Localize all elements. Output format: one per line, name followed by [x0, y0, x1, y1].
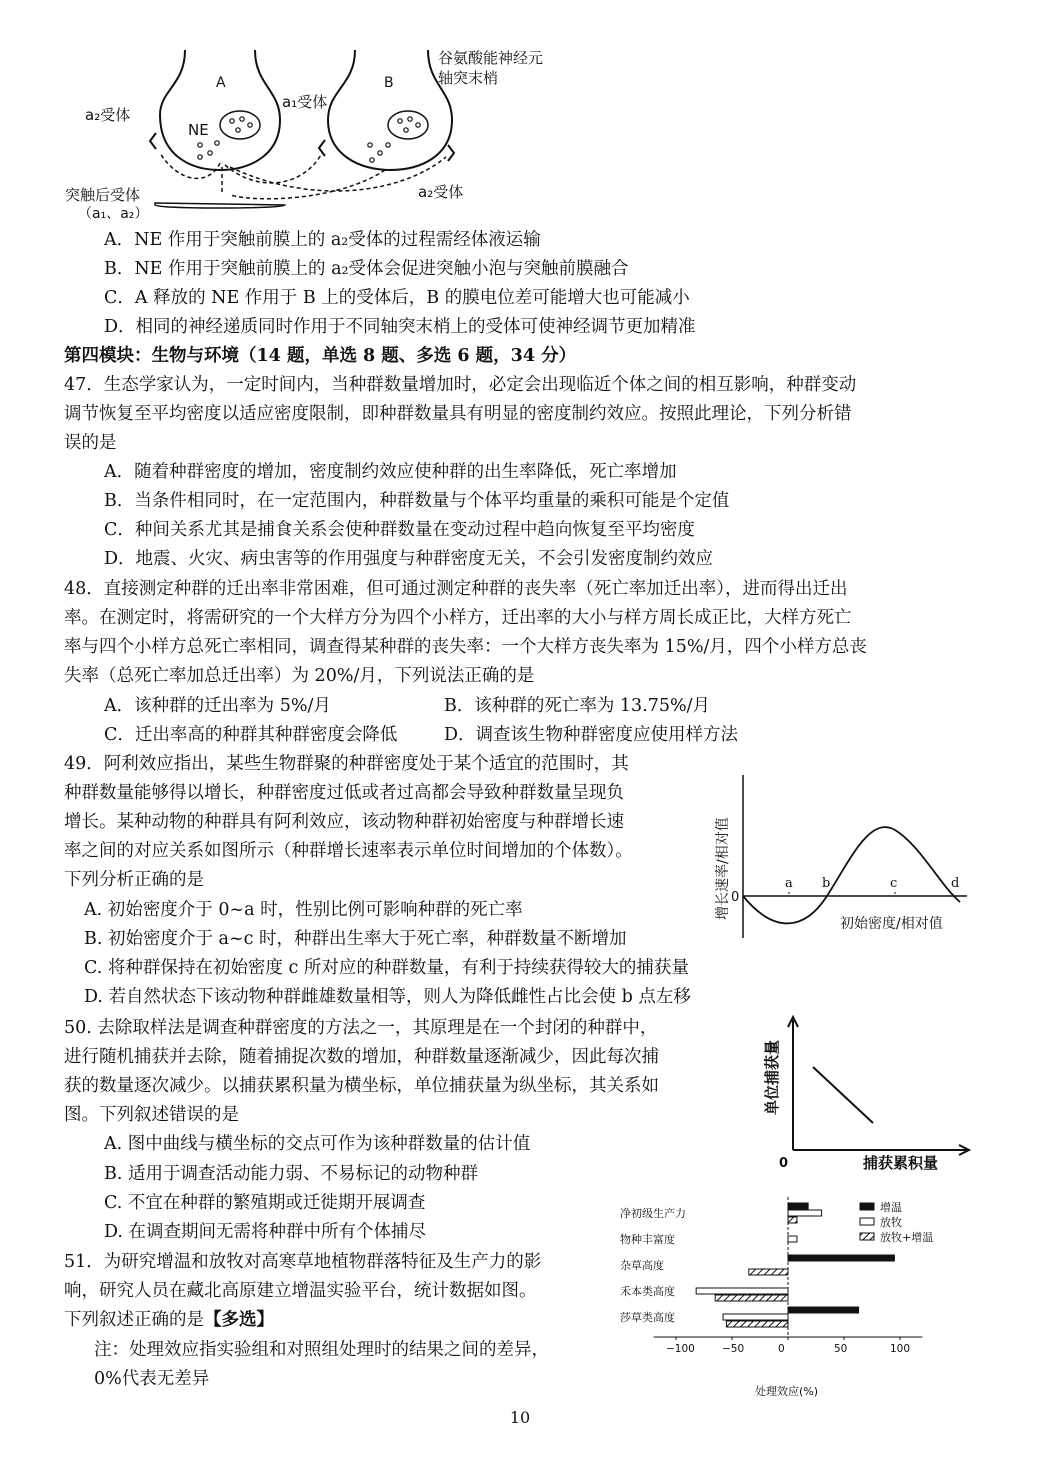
q47-option-d: D．地震、火灾、病虫害等的作用强度与种群密度无关，不会引发密度制约效应	[104, 549, 714, 569]
q50-ylabel: 单位捕获量	[763, 1039, 781, 1115]
q46-option-a: A．NE 作用于突触前膜上的 a₂受体的过程需经体液运输	[104, 230, 541, 250]
bar-open	[696, 1288, 788, 1294]
q49-stem-line: 下列分析正确的是	[64, 870, 204, 890]
bar-solid	[788, 1307, 859, 1313]
x-tick-label: 0	[778, 1343, 785, 1355]
q48-option-c: C．迁出率高的种群其种群密度会降低	[104, 725, 398, 745]
q49-option-b: B. 初始密度介于 a~c 时，种群出生率大于死亡率，种群数量不断增加	[84, 929, 627, 949]
ne-label: NE	[188, 121, 209, 139]
page-number: 10	[509, 1408, 531, 1427]
legend-label: 放牧	[880, 1216, 902, 1229]
q50-stem-line: 进行随机捕获并去除，随着捕捉次数的增加，种群数量逐渐减少，因此每次捕	[64, 1047, 659, 1067]
q46-option-c: C．A 释放的 NE 作用于 B 上的受体后，B 的膜电位差可能增大也可能减小	[104, 288, 690, 308]
q48-stem-line: 率与四个小样方总死亡率相同，调查得某种群的丧失率：一个大样方丧失率为 15%/月，四个小样方总丧	[64, 637, 867, 657]
allee-effect-chart	[705, 770, 975, 945]
q49-point-d: d	[951, 876, 960, 891]
q50-stem-line: 获的数量逐次减少。以捕获累积量为横坐标，单位捕获量为纵坐标，其关系如	[64, 1076, 659, 1096]
q49-stem-line: 率之间的对应关系如图所示（种群增长速率表示单位时间增加的个体数）。	[64, 841, 633, 861]
q50-stem-line: 50. 去除取样法是调查种群密度的方法之一，其原理是在一个封闭的种群中，	[64, 1018, 658, 1038]
category-label: 杂草高度	[620, 1259, 664, 1272]
legend-swatch	[860, 1218, 874, 1225]
q49-stem-line: 增长。某种动物的种群具有阿利效应，该动物种群初始密度与种群增长速	[64, 812, 624, 832]
q47-stem-line: 47．生态学家认为，一定时间内，当种群数量增加时，必定会出现临近个体之间的相互影响，种群变动	[64, 375, 857, 395]
bar-solid	[788, 1203, 808, 1209]
bar-open	[723, 1314, 788, 1320]
q51-note-line: 注：处理效应指实验组和对照组处理时的结果之间的差异，	[94, 1340, 549, 1360]
bar-hatched	[749, 1269, 788, 1275]
bar-open	[788, 1236, 797, 1242]
category-label: 物种丰富度	[620, 1233, 675, 1246]
a2-receptor-left-label: a₂受体	[85, 106, 131, 124]
legend-label: 放牧+增温	[880, 1231, 934, 1244]
treatment-effect-chart	[610, 1195, 940, 1400]
category-label: 莎草类高度	[620, 1311, 675, 1324]
glutamate-label-2: 轴突末梢	[438, 69, 499, 87]
legend-swatch	[860, 1233, 874, 1240]
q49-point-a: a	[785, 876, 793, 891]
q49-option-c: C. 将种群保持在初始密度 c 所对应的种群数量，有利于持续获得较大的捕获量	[84, 958, 689, 978]
category-label: 净初级生产力	[620, 1207, 686, 1220]
q48-stem-line: 率。在测定时，将需研究的一个大样方分为四个小样方，迁出率的大小与样方周长成正比，大样方死亡	[64, 608, 852, 628]
bar-open	[788, 1210, 822, 1216]
q47-stem-line: 调节恢复至平均密度以适应密度限制，即种群数量具有明显的密度制约效应。按照此理论，下列分析错	[64, 404, 852, 424]
category-label: 禾本类高度	[620, 1285, 675, 1298]
neuron-b-label: B	[384, 75, 394, 91]
q46-option-b: B．NE 作用于突触前膜上的 a₂受体会促进突触小泡与突触前膜融合	[104, 259, 629, 279]
q51-multi-tag: 【多选】	[204, 1310, 274, 1330]
q48-stem-line: 失率（总死亡率加总迁出率）为 20%/月，下列说法正确的是	[64, 666, 535, 686]
q48-option-b: B．该种群的死亡率为 13.75%/月	[444, 696, 711, 716]
q49-stem-line: 种群数量能够得以增长，种群密度过低或者过高都会导致种群数量呈现负	[64, 783, 624, 803]
x-tick-label: 50	[834, 1343, 848, 1355]
a1-receptor-label: a₁受体	[282, 93, 328, 111]
q49-option-a: A. 初始密度介于 0~a 时，性别比例可影响种群的死亡率	[84, 900, 523, 920]
post-receptor-label-1: 突触后受体	[65, 186, 141, 204]
q50-option-b: B. 适用于调查活动能力弱、不易标记的动物种群	[104, 1164, 478, 1184]
x-tick-label: −100	[666, 1343, 695, 1355]
q46-option-d: D．相同的神经递质同时作用于不同轴突末梢上的受体可使神经调节更加精准	[104, 317, 696, 337]
q48-option-d: D．调查该生物种群密度应使用样方法	[444, 725, 739, 745]
a2-receptor-bottom-label: a₂受体	[418, 183, 464, 201]
q50-option-a: A. 图中曲线与横坐标的交点可作为该种群数量的估计值	[104, 1134, 531, 1154]
q47-option-c: C．种间关系尤其是捕食关系会使种群数量在变动过程中趋向恢复至平均密度	[104, 520, 695, 540]
bar-hatched	[788, 1217, 797, 1223]
module-4-title: 第四模块：生物与环境（14 题，单选 8 题、多选 6 题，34 分）	[64, 346, 577, 366]
chart-xlabel: 处理效应(%)	[755, 1385, 819, 1398]
q49-point-b: b	[822, 876, 831, 891]
q50-stem-line: 图。下列叙述错误的是	[64, 1105, 239, 1125]
q51-stem-line: 响，研究人员在藏北高原建立增温实验平台，统计数据如图。	[64, 1281, 537, 1301]
legend-label: 增温	[880, 1201, 902, 1214]
q50-origin: 0	[779, 1156, 789, 1171]
q51-note-line: 0%代表无差异	[94, 1369, 210, 1389]
q49-ylabel: 增长速率/相对值	[715, 817, 731, 920]
q49-stem-line: 49．阿利效应指出，某些生物群聚的种群密度处于某个适宜的范围时，其	[64, 754, 629, 774]
q48-option-a: A．该种群的迁出率为 5%/月	[104, 696, 331, 716]
q51-stem-line: 51．为研究增温和放牧对高寒草地植物群落特征及生产力的影	[64, 1252, 542, 1272]
q49-origin: 0	[731, 890, 740, 905]
synapse-figure	[60, 45, 570, 225]
q47-stem-line: 误的是	[64, 433, 117, 453]
q50-option-c: C. 不宜在种群的繁殖期或迁徙期开展调查	[104, 1193, 426, 1213]
q48-stem-line: 48．直接测定种群的迁出率非常困难，但可通过测定种群的丧失率（死亡率加迁出率），进而得出迁出	[64, 579, 848, 599]
q49-option-d: D. 若自然状态下该动物种群雌雄数量相等，则人为降低雌性占比会使 b 点左移	[84, 987, 691, 1007]
bar-solid	[788, 1255, 894, 1261]
q51-stem-text: 下列叙述正确的是	[64, 1310, 204, 1330]
legend-swatch	[860, 1203, 874, 1210]
q47-option-a: A．随着种群密度的增加，密度制约效应使种群的出生率降低，死亡率增加	[104, 462, 677, 482]
q50-xlabel: 捕获累积量	[863, 1154, 939, 1172]
bar-hatched	[726, 1321, 788, 1327]
post-receptor-label-2: （a₁、a₂）	[78, 206, 149, 222]
bar-hatched	[715, 1295, 788, 1301]
removal-sampling-chart	[745, 1015, 975, 1175]
glutamate-label-1: 谷氨酸能神经元	[438, 49, 544, 67]
neuron-a-label: A	[216, 75, 226, 91]
x-tick-label: −50	[722, 1343, 745, 1355]
q51-stem-last	[64, 1306, 274, 1334]
q50-option-d: D. 在调查期间无需将种群中所有个体捕尽	[104, 1222, 427, 1242]
q49-point-c: c	[890, 876, 898, 891]
x-tick-label: 100	[890, 1343, 911, 1355]
q49-xlabel: 初始密度/相对值	[840, 916, 943, 932]
q47-option-b: B．当条件相同时，在一定范围内，种群数量与个体平均重量的乘积可能是个定值	[104, 491, 730, 511]
